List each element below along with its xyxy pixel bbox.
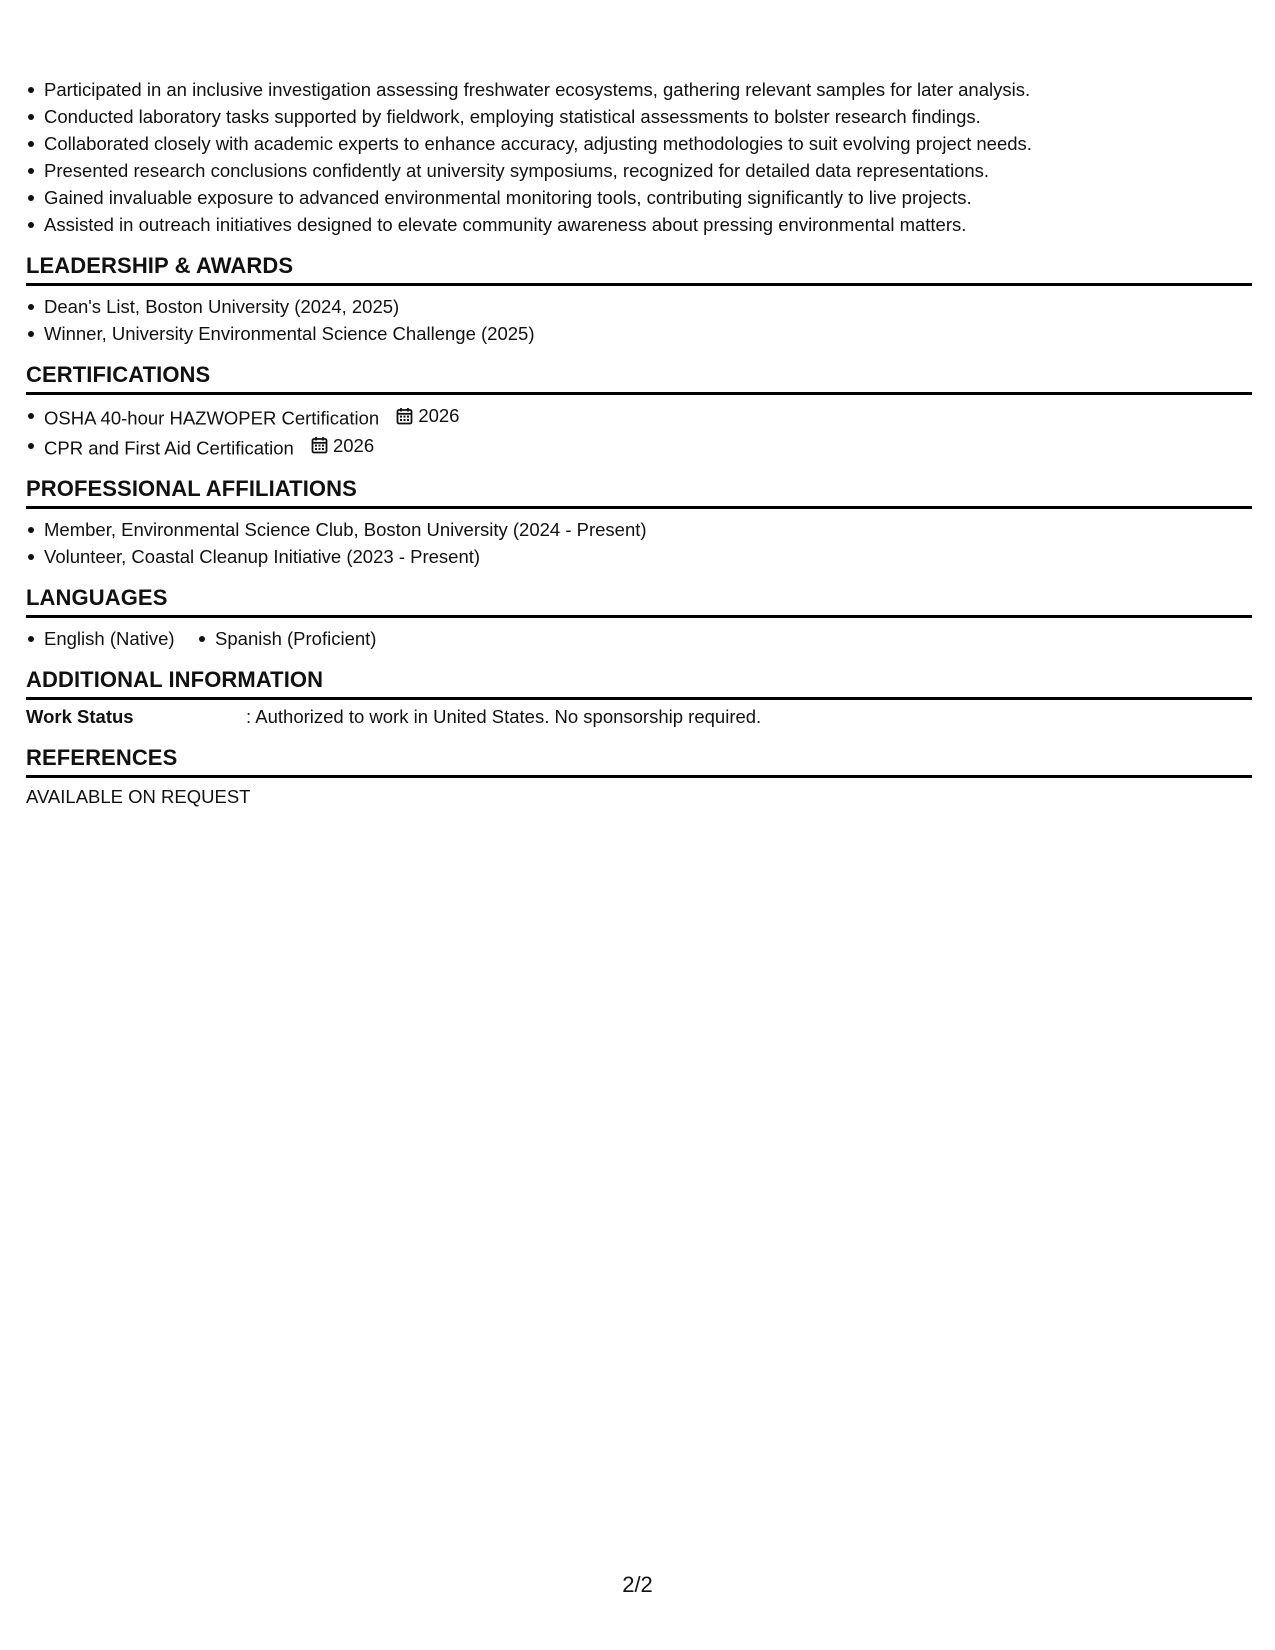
- resume-page: [26, 76, 1252, 810]
- references-text: AVAILABLE ON REQUEST: [26, 786, 251, 807]
- list-item: Gained invaluable exposure to advanced environmental monitoring tools, contributing significantly to live projects.: [26, 184, 1252, 211]
- list-item: Collaborated closely with academic experts to enhance accuracy, adjusting methodologies to suit evolving project needs.: [26, 130, 1252, 157]
- leadership-section: [26, 252, 1252, 347]
- section-title: REFERENCES: [26, 744, 1252, 778]
- list-item: English (Native): [26, 625, 175, 652]
- experience-bullet-list: [26, 76, 1252, 238]
- page-number: 2/2: [622, 1572, 653, 1597]
- affiliations-section: [26, 475, 1252, 570]
- certifications-section: [26, 361, 1252, 461]
- section-title: CERTIFICATIONS: [26, 361, 1252, 395]
- leadership-list: [26, 293, 1252, 347]
- list-item: Spanish (Proficient): [197, 625, 376, 652]
- section-title: PROFESSIONAL AFFILIATIONS: [26, 475, 1252, 509]
- additional-information-section: [26, 666, 1252, 730]
- work-status-row: [26, 703, 1252, 730]
- calendar-icon: [311, 436, 328, 454]
- certification-year: 2026: [418, 405, 460, 426]
- certification-name: OSHA 40-hour HAZWOPER Certification: [44, 407, 380, 429]
- certifications-list: [26, 402, 1252, 461]
- certification-date: [311, 432, 374, 459]
- certification-year: 2026: [332, 434, 375, 456]
- affiliations-list: [26, 516, 1252, 570]
- certification-date: [396, 402, 459, 429]
- languages-section: [26, 584, 1252, 652]
- list-item: [26, 432, 1252, 462]
- certification-name: CPR and First Aid Certification: [44, 437, 294, 458]
- section-title: ADDITIONAL INFORMATION: [26, 666, 1252, 700]
- list-item: Volunteer, Coastal Cleanup Initiative (2023 - Present): [26, 543, 1252, 570]
- calendar-icon: [396, 407, 413, 425]
- list-item: Member, Environmental Science Club, Boston University (2024 - Present): [26, 516, 1252, 543]
- work-status-label: Work Status: [26, 706, 134, 727]
- section-title: LANGUAGES: [26, 584, 1252, 618]
- references-section: [26, 744, 1252, 810]
- list-item: Winner, University Environmental Science Challenge (2025): [26, 320, 1252, 347]
- languages-list: [26, 625, 1252, 652]
- list-item: [26, 402, 1252, 432]
- list-item: Dean's List, Boston University (2024, 2025): [26, 293, 1252, 320]
- list-item: Participated in an inclusive investigation assessing freshwater ecosystems, gathering relevant samples for later analysis.: [26, 76, 1252, 103]
- list-item: Conducted laboratory tasks supported by fieldwork, employing statistical assessments to bolster research findings.: [26, 103, 1252, 130]
- section-title: LEADERSHIP & AWARDS: [26, 252, 1252, 286]
- list-item: Presented research conclusions confidently at university symposiums, recognized for detailed data representations.: [26, 157, 1252, 184]
- work-status-value: : Authorized to work in United States. No sponsorship required.: [246, 706, 762, 727]
- list-item: Assisted in outreach initiatives designed to elevate community awareness about pressing environmental matters.: [26, 211, 1252, 238]
